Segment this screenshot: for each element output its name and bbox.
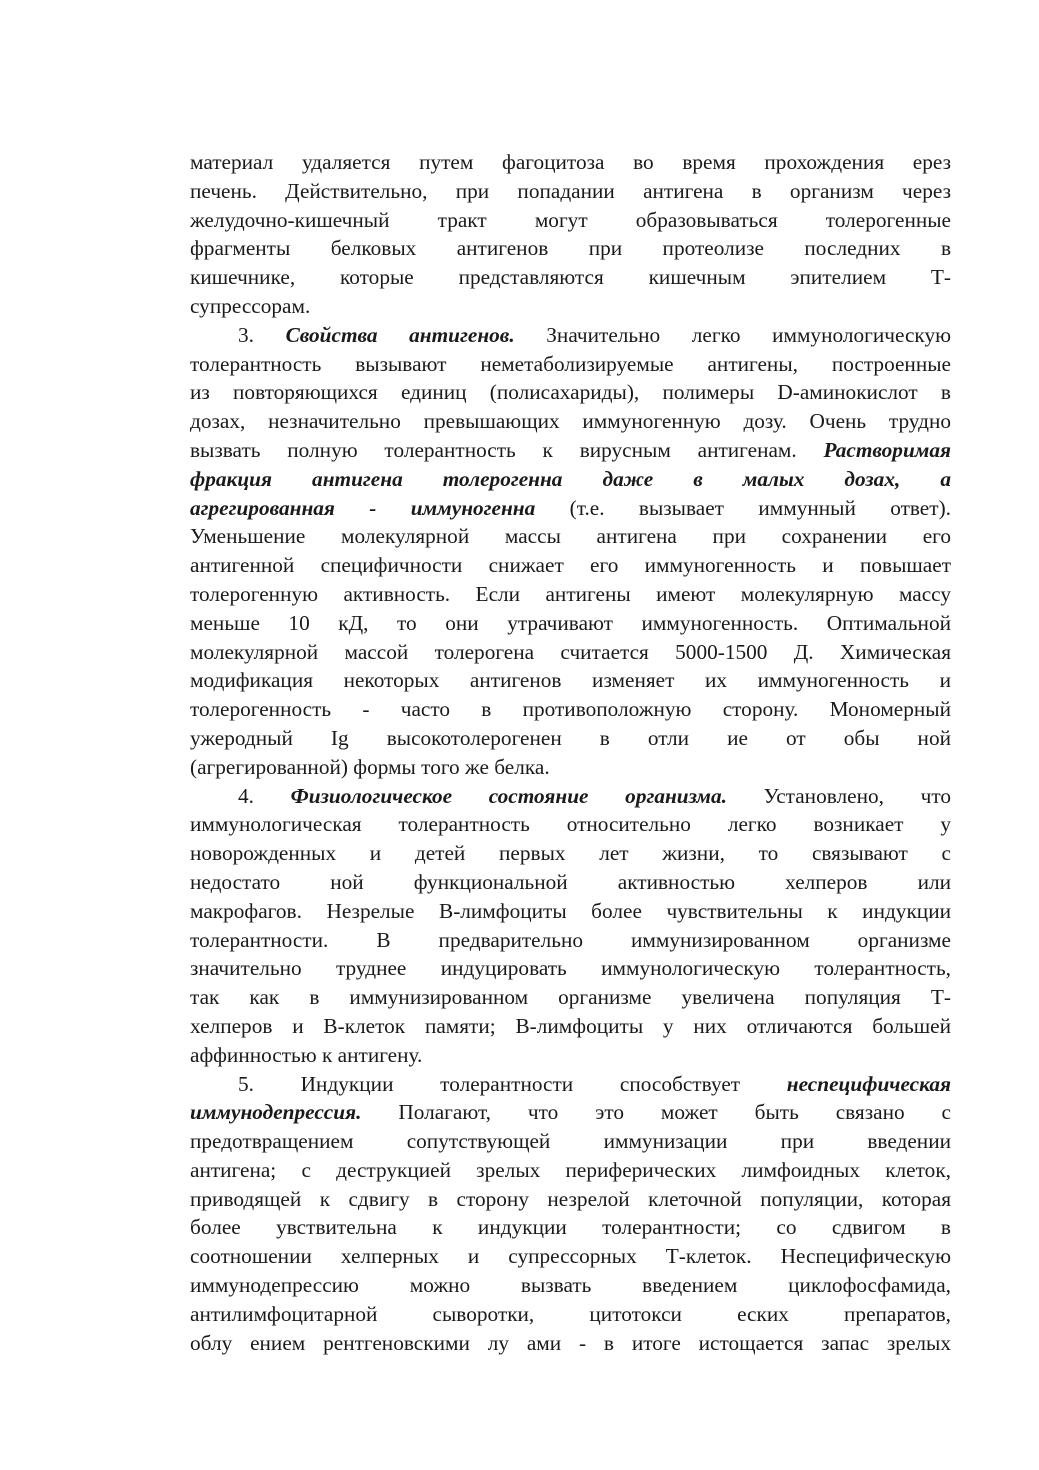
line-text: фрагменты белковых антигенов при протеолизе последних в <box>190 236 951 261</box>
text-line <box>190 1271 951 1300</box>
text-line <box>190 1127 951 1156</box>
line-text: модификация некоторых антигенов изменяет их иммуногенность и <box>190 668 951 693</box>
text-line <box>190 465 951 494</box>
emphasized-term: неспецифическая <box>786 1071 951 1096</box>
text-line <box>190 926 951 955</box>
text-line <box>190 292 951 321</box>
text-line <box>190 378 951 407</box>
text-line <box>190 1012 951 1041</box>
text-line <box>190 350 951 379</box>
line-text: материал удаляется путем фагоцитоза во время прохождения ерез <box>190 150 951 174</box>
text-line <box>190 436 951 465</box>
line-text: Уменьшение молекулярной массы антигена при сохранении его <box>190 524 951 549</box>
text-line <box>190 148 951 177</box>
text-line <box>190 1156 951 1185</box>
text-line <box>190 1213 951 1242</box>
text-line <box>190 263 951 292</box>
text-line <box>190 897 951 926</box>
line-text: антилимфоцитарной сыворотки, цитотокси еских препаратов, <box>190 1301 951 1326</box>
text-line <box>190 551 951 580</box>
line-text: 3. <box>238 322 286 347</box>
line-text: более увствительна к индукции толерантности; со сдвигом в <box>190 1215 951 1240</box>
line-text: аффинностью к антигену. <box>190 1042 423 1067</box>
emphasized-term: Физиологическое состояние организма. <box>290 783 727 808</box>
emphasized-term: фракция антигена толерогенна даже в малых дозах, а <box>190 466 951 491</box>
line-text: иммунодепрессию можно вызвать введением циклофосфамида, <box>190 1273 951 1298</box>
text-line <box>190 580 951 609</box>
text-line <box>190 666 951 695</box>
emphasized-term: агрегированная - иммуногенна <box>190 495 536 520</box>
line-text: Установлено, что <box>727 783 952 808</box>
line-text: (т.е. вызывает иммунный ответ). <box>535 495 951 520</box>
emphasized-term: Растворимая <box>823 437 951 462</box>
line-text: Полагают, что это может быть связано с <box>361 1100 951 1125</box>
text-line <box>190 321 951 350</box>
text-line <box>190 1041 951 1070</box>
text-line <box>190 983 951 1012</box>
text-line <box>190 1329 951 1358</box>
line-text: приводящей к сдвигу в сторону незрелой клеточной популяции, которая <box>190 1186 951 1211</box>
text-line <box>190 407 951 436</box>
line-text: новорожденных и детей первых лет жизни, то связывают с <box>190 841 951 866</box>
text-line <box>190 638 951 667</box>
text-line <box>190 206 951 235</box>
emphasized-term: Свойства антигенов. <box>285 322 515 347</box>
line-text: 5. Индукции толерантности способствует <box>238 1071 787 1096</box>
line-text: недостато ной функциональной активностью хелперов или <box>190 869 951 894</box>
line-text: толерогенную активность. Если антигены имеют молекулярную массу <box>190 581 951 606</box>
text-line <box>190 695 951 724</box>
text-line <box>190 753 951 782</box>
line-text: толерогенность - часто в противоположную сторону. Мономерный <box>190 697 951 722</box>
line-text: антигена; с деструкцией зрелых периферических лимфоидных клеток, <box>190 1157 951 1182</box>
text-line <box>190 782 951 811</box>
line-text: макрофагов. Незрелые В-лимфоциты более чувствительны к индукции <box>190 898 951 923</box>
line-text: из повторяющихся единиц (полисахариды), полимеры D-аминокислот в <box>190 380 951 405</box>
text-line <box>190 810 951 839</box>
line-text: кишечнике, которые представляются кишечным эпителием Т- <box>190 265 951 290</box>
text-line <box>190 1242 951 1271</box>
line-text: толерантности. В предварительно иммунизированном организме <box>190 927 951 952</box>
line-text: вызвать полную толерантность к вирусным антигенам. <box>190 437 824 462</box>
text-line <box>190 522 951 551</box>
document-page <box>190 148 951 1357</box>
line-text: 4. <box>238 783 291 808</box>
text-line <box>190 1070 951 1099</box>
line-text: значительно труднее индуцировать иммунологическую толерантность, <box>190 956 951 981</box>
line-text: супрессорам. <box>190 293 311 318</box>
line-text: желудочно-кишечный тракт могут образовываться толерогенные <box>190 207 951 232</box>
line-text: ужеродный Ig высокотолерогенен в отли ие от обы ной <box>190 725 951 750</box>
line-text: печень. Действительно, при попадании антигена в организм через <box>190 178 951 203</box>
text-line <box>190 868 951 897</box>
line-text: толерантность вызывают неметаболизируемые антигены, построенные <box>190 351 951 376</box>
text-line <box>190 724 951 753</box>
text-line <box>190 954 951 983</box>
text-line <box>190 1300 951 1329</box>
line-text: предотвращением сопутствующей иммунизации при введении <box>190 1129 951 1154</box>
line-text: облу ением рентгеновскими лу ами - в итоге истощается запас зрелых <box>190 1330 951 1355</box>
text-line <box>190 494 951 523</box>
line-text: Значительно легко иммунологическую <box>514 322 952 347</box>
line-text: соотношении хелперных и супрессорных Т-клеток. Неспецифическую <box>190 1244 951 1269</box>
line-text: иммунологическая толерантность относительно легко возникает у <box>190 812 951 837</box>
text-line <box>190 609 951 638</box>
text-line <box>190 234 951 263</box>
line-text: антигенной специфичности снижает его иммуногенность и повышает <box>190 553 951 578</box>
text-line <box>190 177 951 206</box>
line-text: меньше 10 кД, то они утрачивают иммуногенность. Оптимальной <box>190 610 951 635</box>
text-line <box>190 839 951 868</box>
line-text: так как в иммунизированном организме увеличена популяция Т- <box>190 985 951 1010</box>
emphasized-term: иммунодепрессия. <box>190 1100 362 1125</box>
document-body <box>190 148 951 1357</box>
line-text: хелперов и В-клеток памяти; В-лимфоциты у них отличаются большей <box>190 1013 951 1038</box>
line-text: (агрегированной) формы того же белка. <box>190 754 550 779</box>
text-line <box>190 1098 951 1127</box>
line-text: молекулярной массой толерогена считается 5000-1500 Д. Химическая <box>190 639 951 664</box>
text-line <box>190 1185 951 1214</box>
line-text: дозах, незначительно превышающих иммуногенную дозу. Очень трудно <box>190 409 951 434</box>
